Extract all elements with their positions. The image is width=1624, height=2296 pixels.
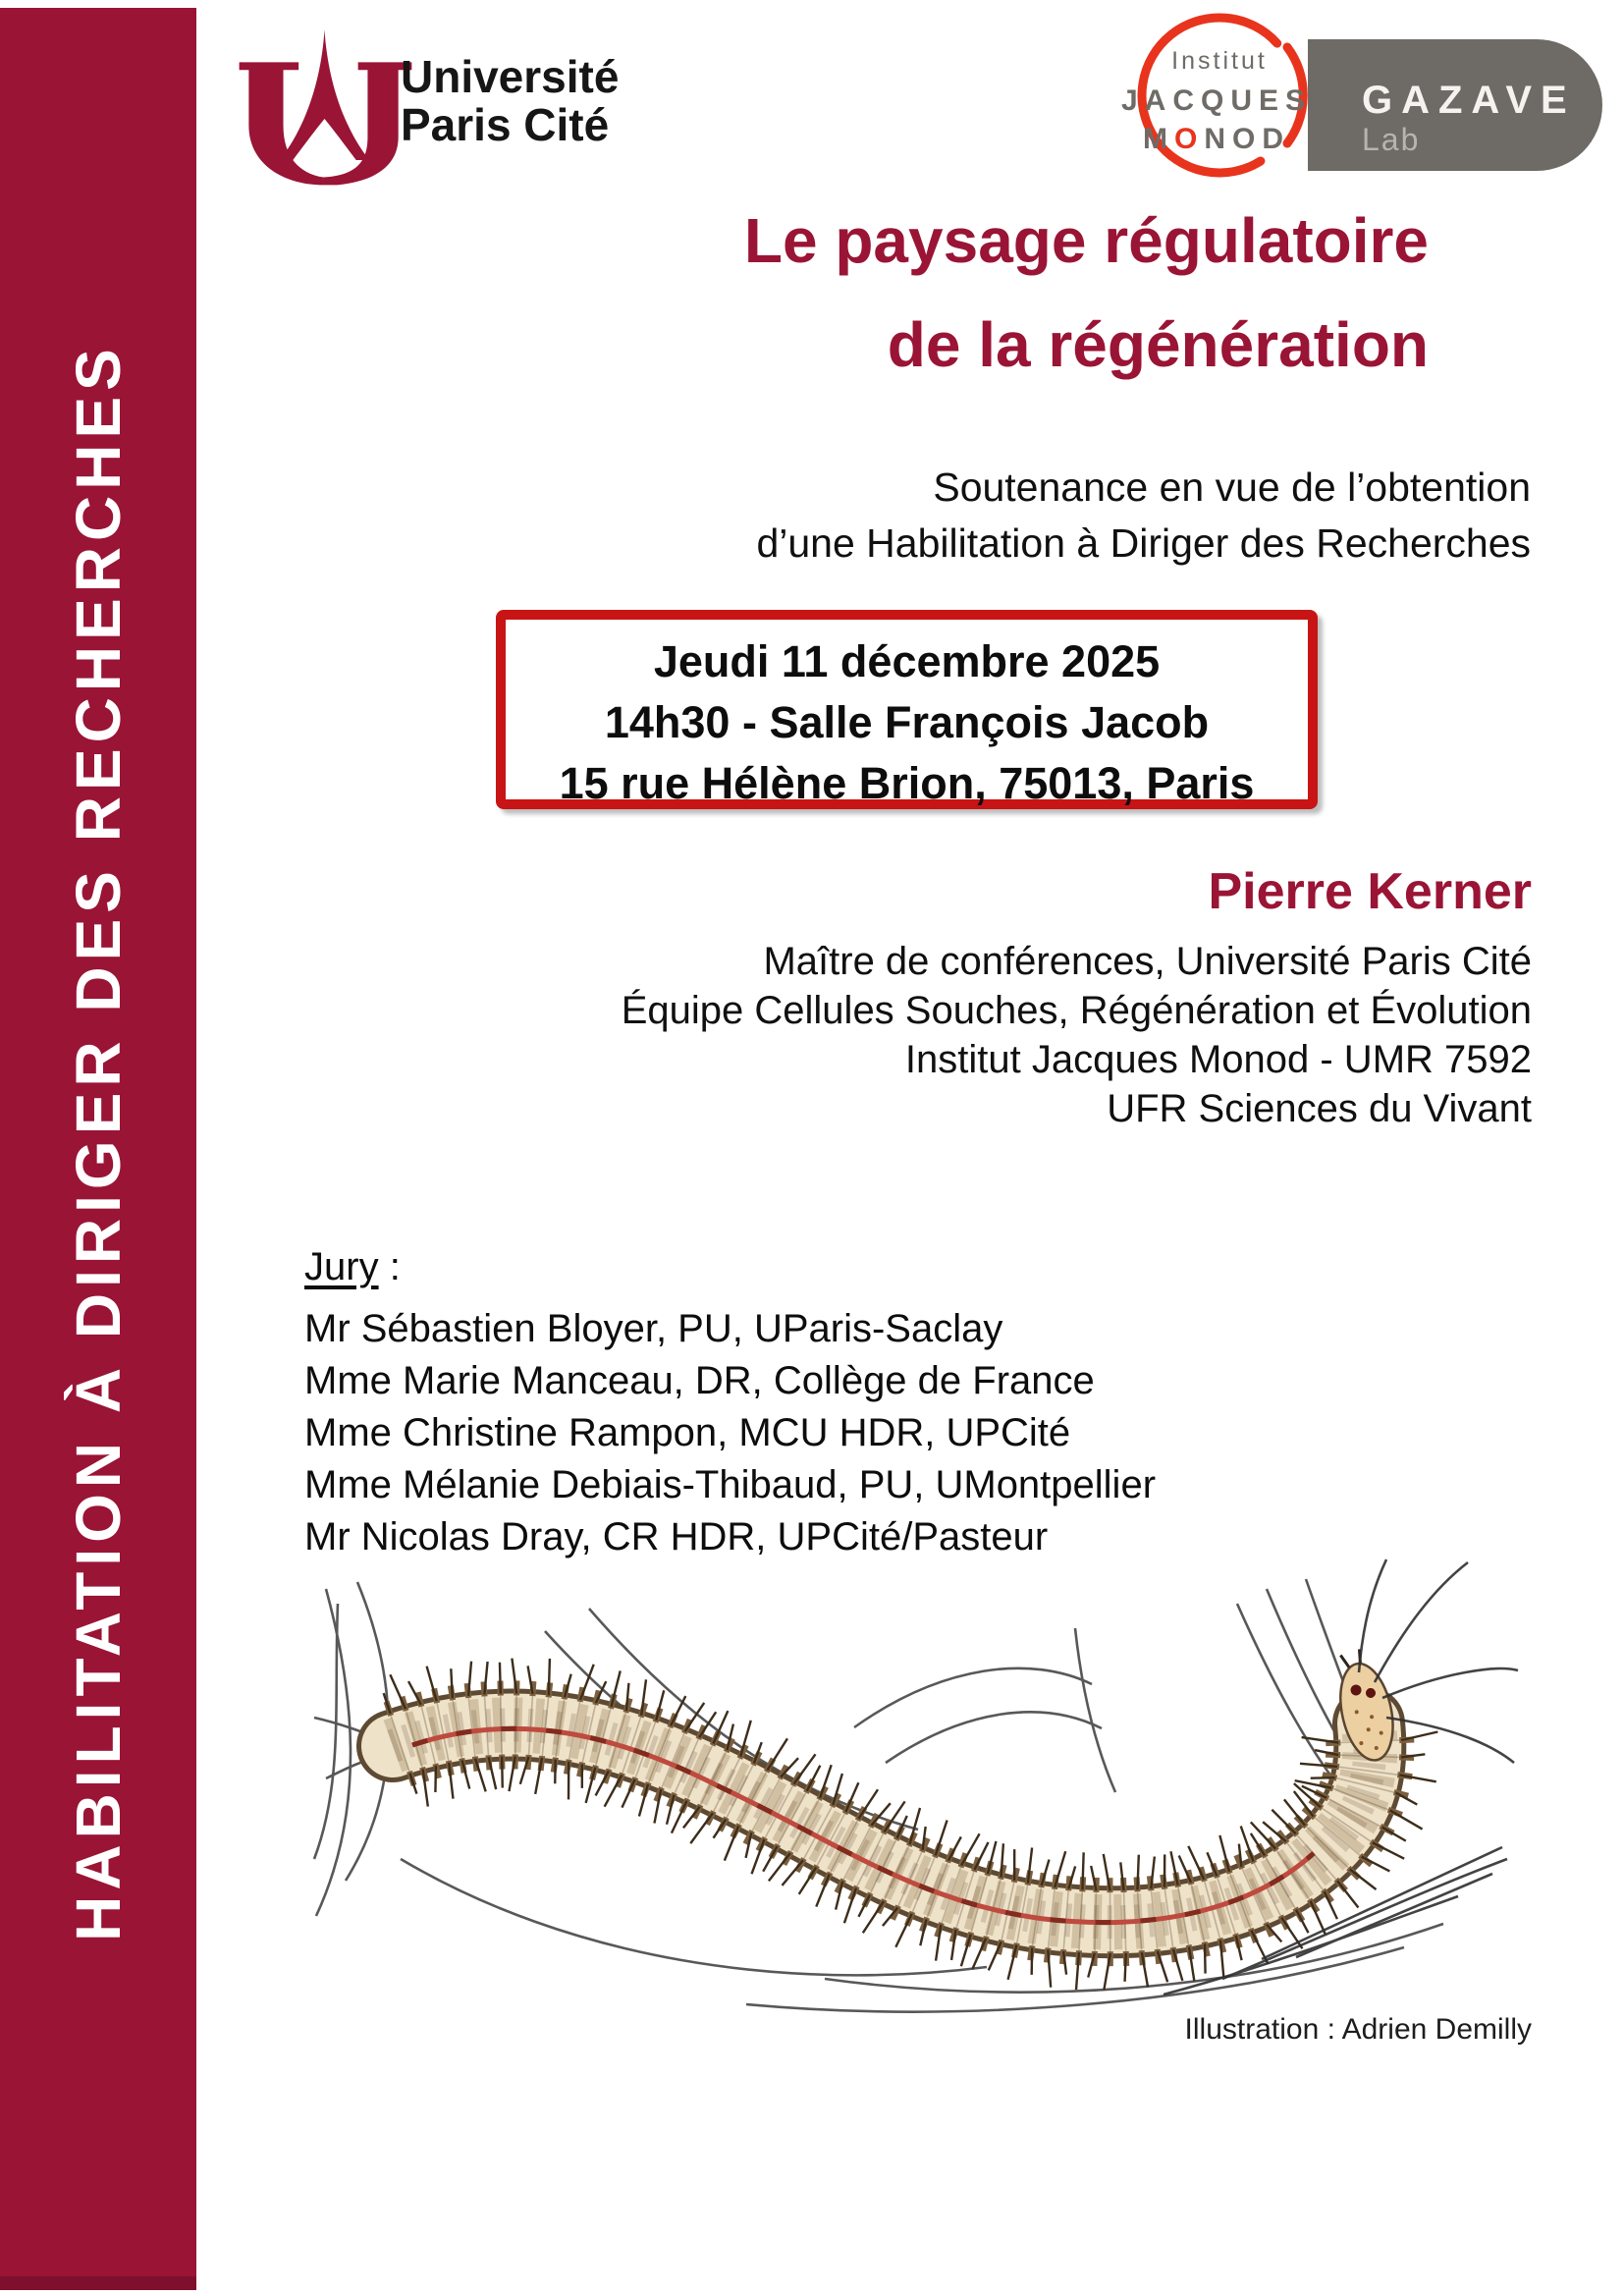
poster-subtitle-line1: Soutenance en vue de l’obtention	[933, 465, 1531, 510]
institut-jacques-monod-gazave-logo	[1114, 12, 1624, 179]
speaker-name: Pierre Kerner	[1208, 863, 1532, 920]
ijm-text-institut: Institut	[1171, 47, 1268, 75]
speaker-block	[622, 862, 1532, 1133]
jury-member: Mme Marie Manceau, DR, Collège de France	[304, 1359, 1095, 1402]
event-time-room: 14h30 - Salle François Jacob	[604, 697, 1210, 747]
sketch-lines-background	[314, 1579, 1443, 2012]
poster-subtitle-line2: d’une Habilitation à Diriger des Recherches	[756, 520, 1531, 566]
sidebar-vertical-title: HABILITATION À DIRIGER DES RECHERCHES	[63, 343, 134, 1941]
speaker-line: Équipe Cellules Souches, Régénération et Évolution	[621, 989, 1532, 1032]
jury-member: Mme Mélanie Debiais-Thibaud, PU, UMontpellier	[304, 1463, 1157, 1506]
poster-title-line1: Le paysage régulatoire	[743, 205, 1429, 276]
ijm-text-monod: MONOD	[1142, 123, 1291, 155]
poster-subtitle	[756, 460, 1531, 572]
gazave-lab-name: GAZAVE	[1362, 79, 1576, 122]
upc-logo-line2: Paris Cité	[401, 99, 610, 150]
event-address: 15 rue Hélène Brion, 75013, Paris	[559, 758, 1255, 808]
upc-logo-text	[401, 53, 619, 149]
jury-member: Mr Sébastien Bloyer, PU, UParis-Saclay	[304, 1307, 1003, 1350]
ijm-text-jacques: JACQUES	[1120, 84, 1313, 117]
event-date: Jeudi 11 décembre 2025	[653, 636, 1161, 686]
sidebar-banner	[0, 8, 196, 2290]
upc-logo-line1: Université	[401, 51, 620, 102]
jury-heading-word: Jury	[304, 1245, 379, 1288]
upc-u-eiffel-icon	[224, 27, 425, 209]
event-details-box	[496, 610, 1318, 809]
gazave-lab-sub: Lab	[1362, 122, 1421, 157]
jury-block	[304, 1245, 1156, 1563]
worm-body	[393, 1723, 1370, 1922]
universite-paris-cite-logo	[224, 27, 813, 214]
jury-heading-colon: :	[378, 1245, 401, 1288]
speaker-line: Maître de conférences, Université Paris Cité	[763, 940, 1532, 983]
speaker-line: Institut Jacques Monod - UMR 7592	[904, 1038, 1532, 1081]
speaker-line: UFR Sciences du Vivant	[1107, 1087, 1532, 1130]
poster-title	[744, 189, 1429, 397]
poster-title-line2: de la régénération	[887, 309, 1429, 380]
illustration-credit: Illustration : Adrien Demilly	[1184, 2013, 1532, 2046]
jury-heading	[304, 1245, 1156, 1289]
worm-illustration	[275, 1535, 1522, 2026]
jury-member: Mr Nicolas Dray, CR HDR, UPCité/Pasteur	[304, 1515, 1049, 1558]
jury-member: Mme Christine Rampon, MCU HDR, UPCité	[304, 1411, 1071, 1454]
